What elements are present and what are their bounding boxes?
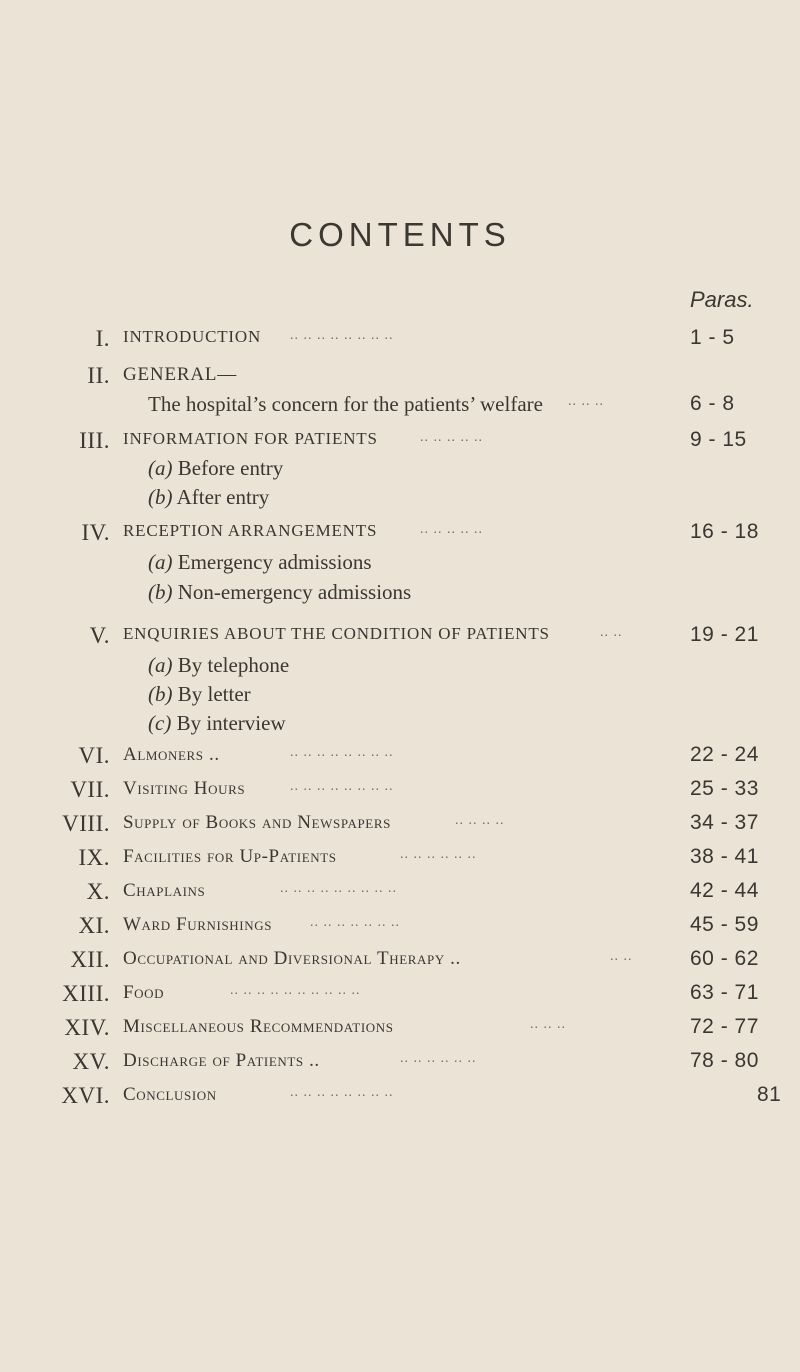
dot-leader: .. .. .. .. .. .. .. .. [290, 1085, 394, 1100]
subentry-text: By letter [177, 682, 251, 706]
subentry [148, 485, 269, 510]
entry-paras: 34 - 37 [690, 811, 759, 834]
entry-title: INTRODUCTION [123, 327, 262, 346]
subentry-marker: (a) [148, 550, 173, 574]
subentry-marker: (b) [148, 682, 173, 706]
dot-leader: .. .. .. [568, 394, 604, 409]
toc-entry [0, 879, 800, 909]
subentry [148, 711, 286, 736]
entry-title: INFORMATION FOR PATIENTS [123, 429, 378, 448]
toc-entry [0, 913, 800, 943]
entry-number: XII. [70, 947, 110, 972]
dot-leader: .. .. .. .. [455, 813, 505, 828]
entry-number: XIV. [64, 1015, 110, 1040]
entry-paras: 1 - 5 [690, 326, 735, 349]
toc-entry [0, 1083, 800, 1113]
entry-paras: 63 - 71 [690, 981, 759, 1004]
subentry-marker: (b) [148, 485, 173, 509]
toc-entry [0, 743, 800, 773]
subentry-text: By telephone [177, 653, 290, 677]
entry-paras: 81 [757, 1083, 782, 1106]
dot-leader: .. .. .. .. .. [420, 430, 483, 445]
dot-leader: .. .. .. .. .. .. .. .. .. [280, 881, 397, 896]
entry-paras: 16 - 18 [690, 520, 759, 543]
entry-title: Supply of Books and Newspapers [123, 812, 391, 833]
toc-entry [0, 363, 800, 393]
entry-title: Food [123, 982, 165, 1003]
subentry-text: Emergency admissions [177, 550, 372, 574]
entry-subtitle: The hospital’s concern for the patients’ welfare [148, 392, 543, 416]
toc-entry [0, 981, 800, 1011]
subentry-marker: (c) [148, 711, 172, 735]
entry-number: II. [87, 363, 110, 388]
subentry [148, 550, 372, 575]
entry-title: RECEPTION ARRANGEMENTS [123, 521, 378, 540]
entry-title: Discharge of Patients .. [123, 1050, 320, 1071]
entry-number: XVI. [61, 1083, 110, 1108]
dot-leader: .. .. .. .. .. [420, 522, 483, 537]
entry-title: Chaplains [123, 880, 206, 901]
entry-paras: 38 - 41 [690, 845, 759, 868]
dot-leader: .. .. .. .. .. .. .. .. .. .. [230, 983, 361, 998]
toc-entry [0, 520, 800, 550]
paras-column-heading: Paras. [690, 287, 754, 312]
toc-entry [0, 1049, 800, 1079]
entry-number: VI. [78, 743, 110, 768]
dot-leader: .. .. .. .. .. .. [400, 847, 477, 862]
entry-number: XV. [72, 1049, 110, 1074]
entry-title: Ward Furnishings [123, 914, 273, 935]
entry-paras: 6 - 8 [690, 392, 735, 415]
entry-number: X. [86, 879, 110, 904]
toc-entry [0, 811, 800, 841]
entry-number: IX. [78, 845, 110, 870]
entry-number: IV. [81, 520, 110, 545]
entry-paras: 19 - 21 [690, 623, 759, 646]
dot-leader: .. .. .. .. .. .. .. [310, 915, 400, 930]
toc-entry [0, 428, 800, 458]
dot-leader: .. .. .. .. .. .. [400, 1051, 477, 1066]
entry-title: Almoners .. [123, 744, 220, 765]
subentry-marker: (a) [148, 653, 173, 677]
dot-leader: .. .. .. .. .. .. .. .. [290, 328, 394, 343]
subentry [148, 456, 283, 481]
entry-number: V. [89, 623, 110, 648]
entry-paras: 72 - 77 [690, 1015, 759, 1038]
dot-leader: .. .. .. .. .. .. .. .. [290, 779, 394, 794]
subentry-text: Non-emergency admissions [177, 580, 412, 604]
entry-paras: 42 - 44 [690, 879, 759, 902]
entry-paras: 25 - 33 [690, 777, 759, 800]
entry-title: Occupational and Diversional Therapy .. [123, 948, 461, 969]
entry-paras: 45 - 59 [690, 913, 759, 936]
subentry-text: By interview [176, 711, 286, 735]
subentry-marker: (a) [148, 456, 173, 480]
toc-entry-continuation [0, 392, 800, 422]
subentry [148, 653, 289, 678]
subentry-text: After entry [176, 485, 270, 509]
entry-paras: 78 - 80 [690, 1049, 759, 1072]
subentry-marker: (b) [148, 580, 173, 604]
toc-entry [0, 845, 800, 875]
entry-title: Miscellaneous Recommendations [123, 1016, 394, 1037]
entry-paras: 22 - 24 [690, 743, 759, 766]
entry-number: XIII. [62, 981, 110, 1006]
entry-number: I. [95, 326, 110, 351]
toc-entry [0, 777, 800, 807]
dot-leader: .. .. .. .. .. .. .. .. [290, 745, 394, 760]
dot-leader: .. .. .. [530, 1017, 566, 1032]
subentry [148, 580, 411, 605]
entry-title: ENQUIRIES ABOUT THE CONDITION OF PATIENTS [123, 624, 550, 643]
entry-number: VIII. [62, 811, 110, 836]
subentry-text: Before entry [177, 456, 284, 480]
dot-leader: .. .. [600, 625, 623, 640]
entry-title: GENERAL— [123, 364, 238, 385]
entry-paras: 9 - 15 [690, 428, 747, 451]
toc-entry [0, 1015, 800, 1045]
dot-leader: .. .. [610, 949, 633, 964]
subentry [148, 682, 251, 707]
entry-title: Conclusion [123, 1084, 217, 1105]
toc-entry [0, 326, 800, 356]
entry-title: Visiting Hours [123, 778, 246, 799]
entry-paras: 60 - 62 [690, 947, 759, 970]
page-title: CONTENTS [289, 216, 511, 253]
toc-entry [0, 623, 800, 653]
entry-number: VII. [70, 777, 110, 802]
entry-title: Facilities for Up-Patients [123, 846, 337, 867]
entry-number: III. [79, 428, 110, 453]
toc-entry [0, 947, 800, 977]
entry-number: XI. [78, 913, 110, 938]
